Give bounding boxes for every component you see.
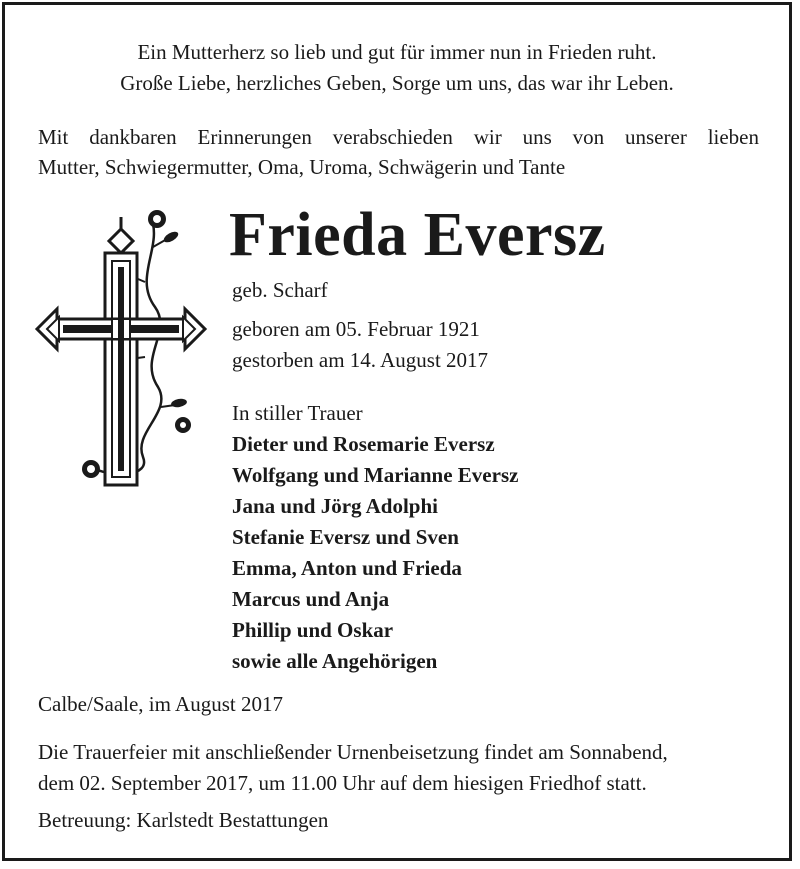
birth-date: geboren am 05. Februar 1921 bbox=[232, 317, 480, 341]
deceased-name: Frieda Eversz bbox=[229, 201, 606, 269]
mourner: Emma, Anton und Frieda bbox=[232, 556, 462, 580]
death-date: gestorben am 14. August 2017 bbox=[232, 348, 489, 372]
mourner: Jana und Jörg Adolphi bbox=[232, 494, 439, 518]
mourner: sowie alle Angehörigen bbox=[232, 649, 438, 673]
life-dates bbox=[232, 314, 488, 376]
poem-line: Große Liebe, herzliches Geben, Sorge um uns, das war ihr Leben. bbox=[120, 71, 674, 95]
cross-with-roses-icon bbox=[33, 207, 213, 497]
funeral-home: Betreuung: Karlstedt Bestattungen bbox=[38, 808, 329, 832]
mourning-heading: In stiller Trauer bbox=[232, 401, 363, 425]
funeral-line: dem 02. September 2017, um 11.00 Uhr auf dem hiesigen Friedhof statt. bbox=[38, 771, 647, 795]
memorial-poem bbox=[5, 37, 789, 99]
intro-line: Mit dankbaren Erinnerungen verabschieden wir uns von unserer lieben bbox=[38, 125, 759, 149]
mourner: Phillip und Oskar bbox=[232, 618, 394, 642]
mourners-list bbox=[232, 398, 518, 677]
poem-line: Ein Mutterherz so lieb und gut für immer nun in Frieden ruht. bbox=[137, 40, 657, 64]
intro-line: Mutter, Schwiegermutter, Oma, Uroma, Schwägerin und Tante bbox=[38, 155, 566, 179]
mourner: Stefanie Eversz und Sven bbox=[232, 525, 459, 549]
mourner: Dieter und Rosemarie Eversz bbox=[232, 432, 495, 456]
funeral-info bbox=[38, 737, 759, 799]
mourner: Marcus und Anja bbox=[232, 587, 390, 611]
funeral-line: Die Trauerfeier mit anschließender Urnenbeisetzung findet am Sonnabend, bbox=[38, 740, 668, 764]
obituary-notice bbox=[2, 2, 792, 861]
maiden-name: geb. Scharf bbox=[232, 278, 328, 302]
mourner: Wolfgang und Marianne Eversz bbox=[232, 463, 519, 487]
intro-text bbox=[38, 122, 759, 182]
place-and-date: Calbe/Saale, im August 2017 bbox=[38, 692, 283, 716]
